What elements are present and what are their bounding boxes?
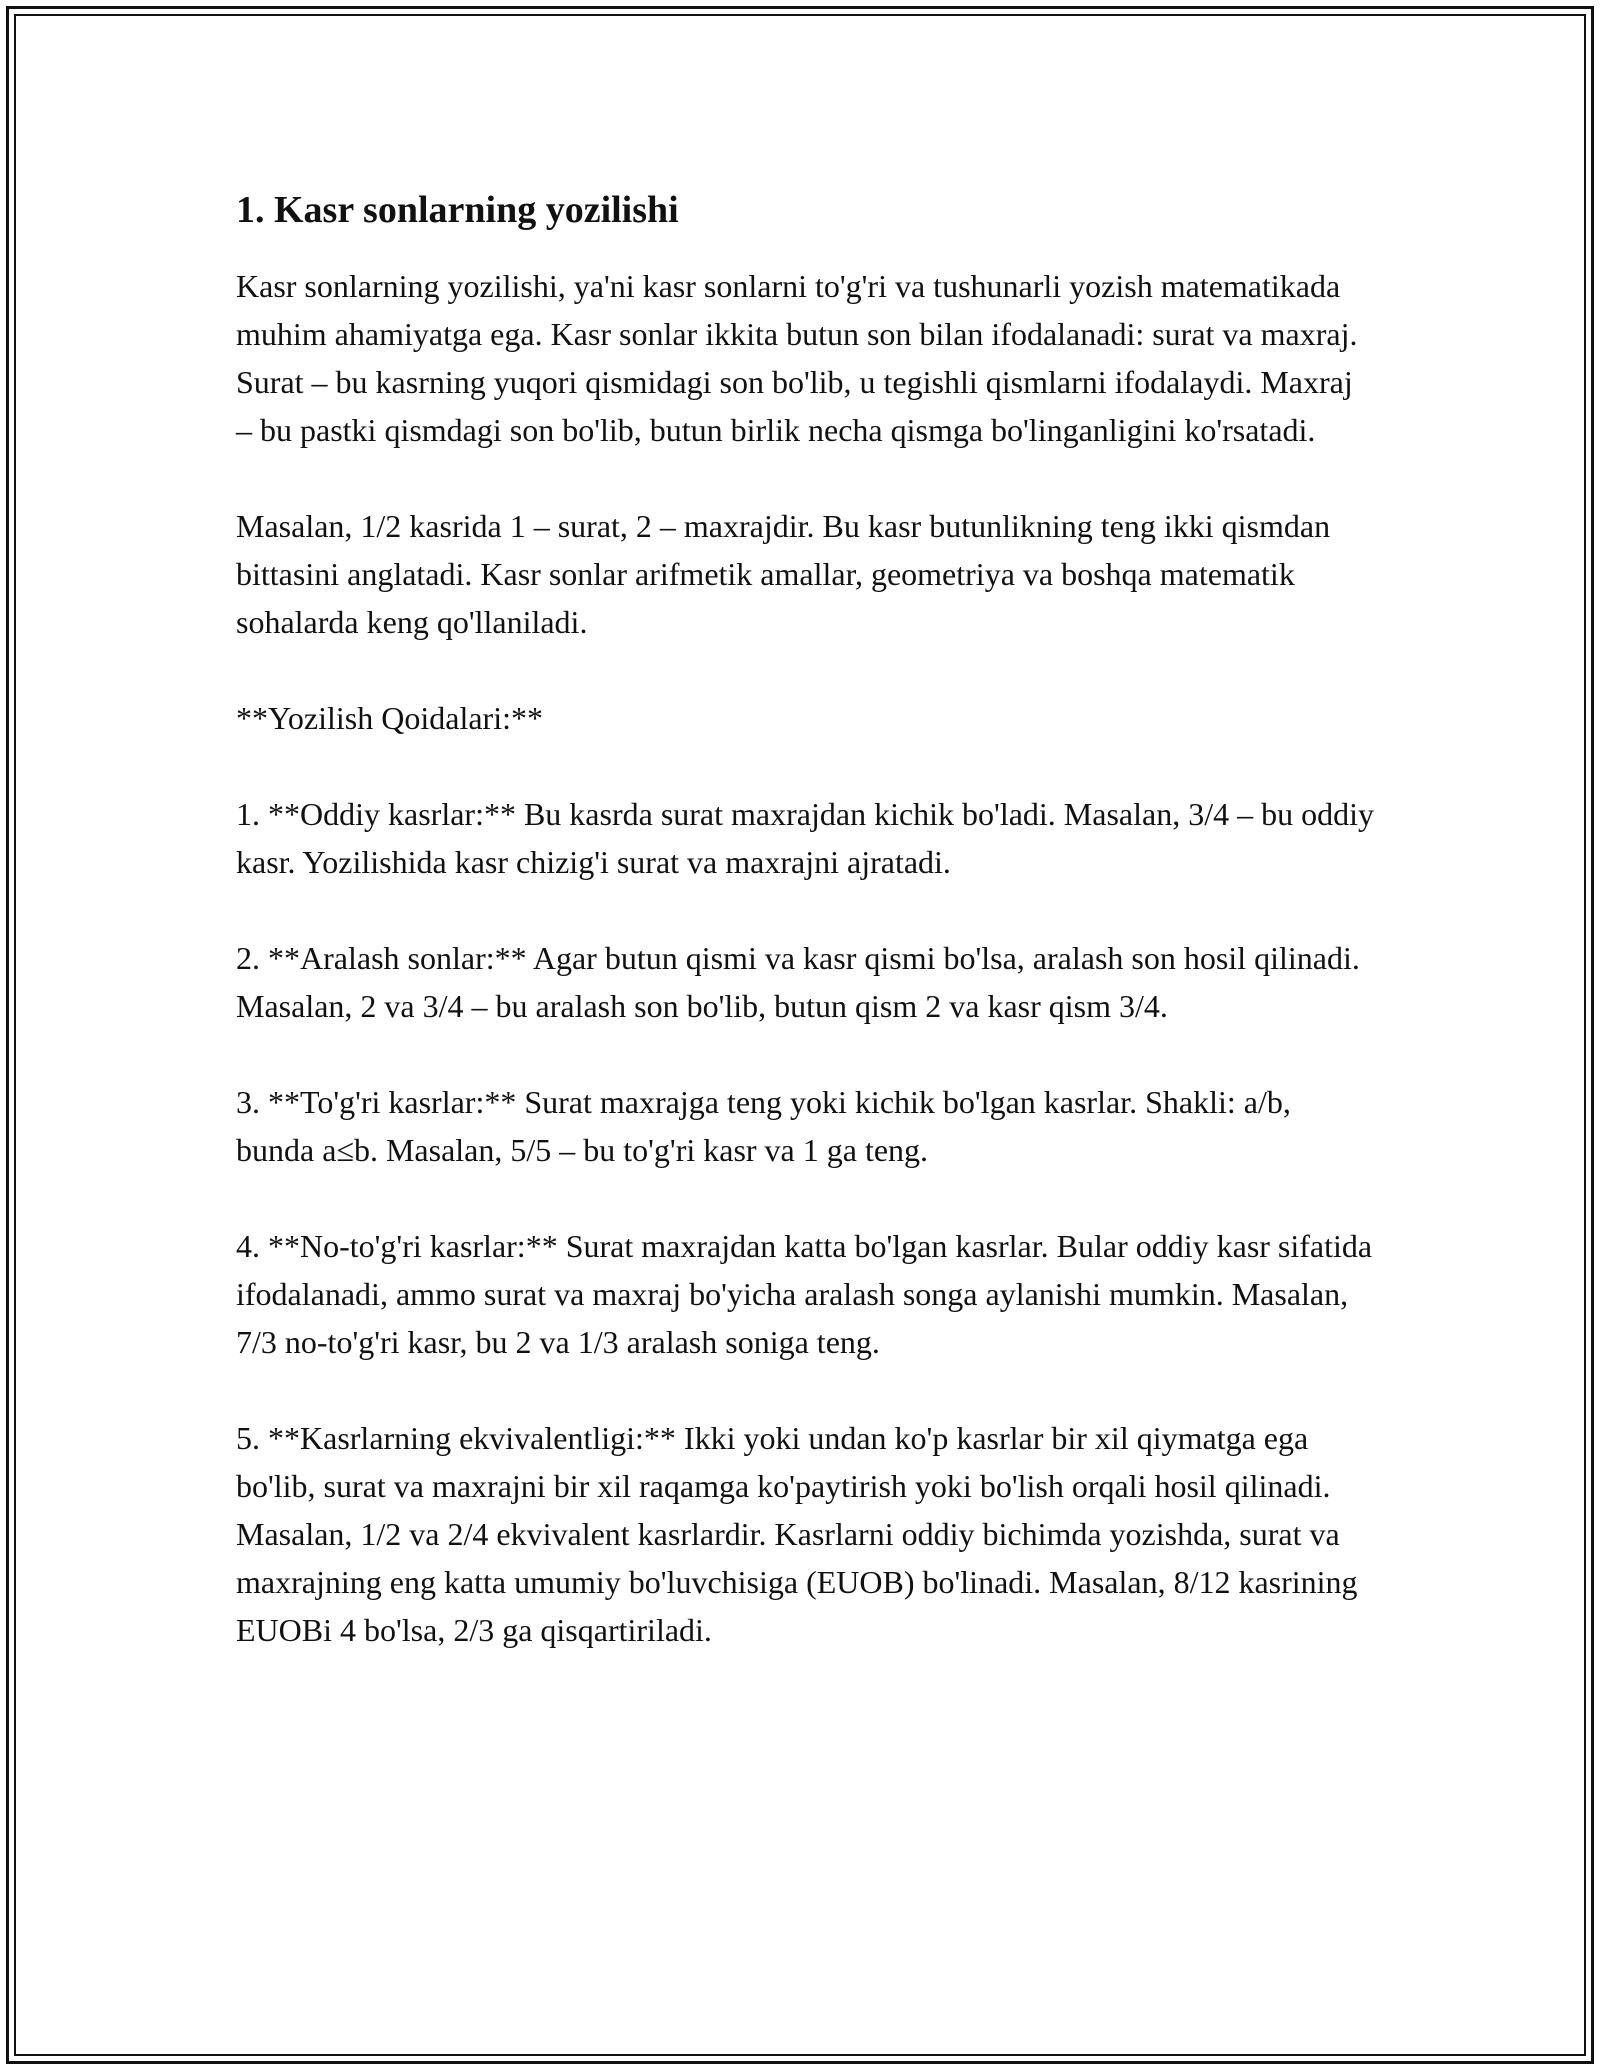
paragraph-intro: Kasr sonlarning yozilishi, ya'ni kasr sonlarni to'g'ri va tushunarli yozish matematikada muhim ahamiyatga ega. Kasr sonlar ikkita butun son bilan ifodalanadi: surat va maxraj. Surat – bu kasrning yuqori qismidagi son bo'lib, u tegishli qismlarni ifodalaydi. Maxraj – bu pastki qismdagi son bo'lib, butun birlik necha qismga bo'linganligini ko'rsatadi. xyxy=(236,268,1358,448)
paragraph-rule-5: 5. **Kasrlarning ekvivalentligi:** Ikki yoki undan ko'p kasrlar bir xil qiymatga ega bo'lib, surat va maxrajni bir xil raqamga ko'paytirish yoki bo'lish orqali hosil qilinadi. Masalan, 1/2 va 2/4 ekvivalent kasrlardir. Kasrlarni oddiy bichimda yozishda, surat va maxrajning eng katta umumiy bo'luvchisiga (EUOB) bo'linadi. Masalan, 8/12 kasrining EUOBi 4 bo'lsa, 2/3 ga qisqartiriladi. xyxy=(236,1420,1358,1648)
paragraph-rules-title: **Yozilish Qoidalari:** xyxy=(236,700,543,736)
paragraph-example: Masalan, 1/2 kasrida 1 – surat, 2 – maxrajdir. Bu kasr butunlikning teng ikki qismdan bittasini anglatadi. Kasr sonlar arifmetik amallar, geometriya va boshqa matematik sohalarda keng qo'llaniladi. xyxy=(236,508,1331,640)
paragraph-rule-1: 1. **Oddiy kasrlar:** Bu kasrda surat maxrajdan kichik bo'ladi. Masalan, 3/4 – bu oddiy kasr. Yozilishida kasr chizig'i surat va maxrajni ajratadi. xyxy=(236,796,1374,880)
paragraph-rule-3: 3. **To'g'ri kasrlar:** Surat maxrajga teng yoki kichik bo'lgan kasrlar. Shakli: a/b, bunda a≤b. Masalan, 5/5 – bu to'g'ri kasr va 1 ga teng. xyxy=(236,1084,1291,1168)
paragraph-rule-4: 4. **No-to'g'ri kasrlar:** Surat maxrajdan katta bo'lgan kasrlar. Bular oddiy kasr sifatida ifodalanadi, ammo surat va maxraj bo'yicha aralash songa aylanishi mumkin. Masalan, 7/3 no-to'g'ri kasr, bu 2 va 1/3 aralash soniga teng. xyxy=(236,1228,1373,1360)
document-body xyxy=(236,186,1376,1654)
paragraph-rule-2: 2. **Aralash sonlar:** Agar butun qismi va kasr qismi bo'lsa, aralash son hosil qilinadi. Masalan, 2 va 3/4 – bu aralash son bo'lib, butun qism 2 va kasr qism 3/4. xyxy=(236,940,1360,1024)
section-heading: 1. Kasr sonlarning yozilishi xyxy=(236,189,679,231)
